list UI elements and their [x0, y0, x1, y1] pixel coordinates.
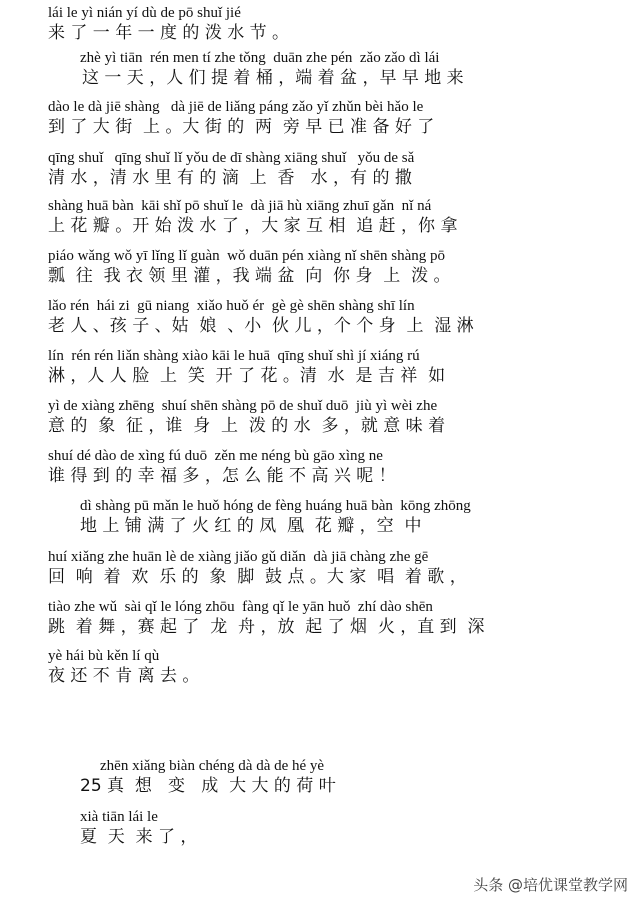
pinyin-line: tiào zhe wǔ sài qǐ le lóng zhōu fàng qǐ le yān huǒ zhí dào shēn [48, 599, 433, 615]
text-line [0, 148, 640, 196]
pinyin-line: shuí dé dào de xìng fú duō zěn me néng bù gāo xìng ne [48, 448, 383, 464]
text-line [0, 3, 640, 51]
hanzi-line: 清 水 ，清 水 里 有 的 滴 上 香 水 ，有 的 撒 [48, 168, 412, 188]
hanzi-line: 夜 还 不 肯 离 去 。 [48, 666, 200, 686]
pinyin-line: yè hái bù kěn lí qù [48, 648, 160, 664]
text-line [0, 97, 640, 145]
text-line [0, 646, 640, 694]
watermark: 头条 @培优课堂教学网 [473, 876, 628, 894]
text-line [0, 446, 640, 494]
text-line [0, 496, 640, 544]
hanzi-line: 老 人 、孩 子 、姑 娘 、小 伙 儿 ，个 个 身 上 湿 淋 [48, 316, 474, 336]
hanzi-line: 谁 得 到 的 幸 福 多 ，怎 么 能 不 高 兴 呢 ！ [48, 466, 396, 486]
text-line [0, 196, 640, 244]
hanzi-line: 上 花 瓣 。开 始 泼 水 了 ，大 家 互 相 追 赶 ，你 拿 [48, 216, 458, 236]
text-line [0, 597, 640, 645]
hanzi-line: 夏 天 来 了 ， [80, 827, 198, 847]
hanzi-line: 跳 着 舞 ，赛 起 了 龙 舟 ，放 起 了 烟 火 ，直 到 深 [48, 617, 485, 637]
pinyin-line: yì de xiàng zhēng shuí shēn shàng pō de shuǐ duō jiù yì wèi zhe [48, 398, 438, 414]
pinyin-line: shàng huā bàn kāi shǐ pō shuǐ le dà jiā hù xiāng zhuī gǎn nǐ ná [48, 198, 432, 214]
text-line [0, 346, 640, 394]
pinyin-line: lín rén rén liǎn shàng xiào kāi le huā qīng shuǐ shì jí xiáng rú [48, 348, 420, 364]
hanzi-line: 淋 ，人 人 脸 上 笑 开 了 花 。清 水 是 吉 祥 如 [48, 366, 446, 386]
hanzi-line: 回 响 着 欢 乐 的 象 脚 鼓 点 。大 家 唱 着 歌 ， [48, 567, 467, 587]
pinyin-line: xià tiān lái le [80, 809, 158, 825]
hanzi-line: 意 的 象 征 ，谁 身 上 泼 的 水 多 ，就 意 味 着 [48, 416, 446, 436]
hanzi-line: 来 了 一 年 一 度 的 泼 水 节 。 [48, 23, 290, 43]
pinyin-line: zhè yì tiān rén men tí zhe tǒng duān zhe pén zǎo zǎo dì lái [80, 50, 440, 66]
text-line [0, 396, 640, 444]
hanzi-line: 25 真 想 变 成 大 大 的 荷 叶 [80, 776, 336, 796]
text-line [0, 296, 640, 344]
hanzi-line: 地 上 铺 满 了 火 红 的 凤 凰 花 瓣 ，空 中 [80, 516, 422, 536]
hanzi-line: 到 了 大 街 上 。大 街 的 两 旁 早 已 准 备 好 了 [48, 117, 435, 137]
text-line [0, 756, 640, 804]
pinyin-line: dào le dà jiē shàng dà jiē de liǎng páng zǎo yǐ zhǔn bèi hǎo le [48, 99, 424, 115]
text-line [0, 48, 640, 96]
text-line [0, 807, 640, 855]
text-line [0, 547, 640, 595]
pinyin-line: lǎo rén hái zi gū niang xiǎo huǒ ér gè gè shēn shàng shī lín [48, 298, 415, 314]
hanzi-line: 瓢 往 我 衣 领 里 灌 ，我 端 盆 向 你 身 上 泼 。 [48, 266, 451, 286]
hanzi-line: 这 一 天 ，人 们 提 着 桶 ，端 着 盆 ，早 早 地 来 [82, 68, 464, 88]
text-line [0, 246, 640, 294]
pinyin-line: huí xiǎng zhe huān lè de xiàng jiǎo gǔ diǎn dà jiā chàng zhe gē [48, 549, 429, 565]
pinyin-line: piáo wǎng wǒ yī lǐng lǐ guàn wǒ duān pén xiàng nǐ shēn shàng pō [48, 248, 446, 264]
pinyin-line: qīng shuǐ qīng shuǐ lǐ yǒu de dī shàng xiāng shuǐ yǒu de sǎ [48, 150, 415, 166]
pinyin-line: zhēn xiǎng biàn chéng dà dà de hé yè [100, 758, 325, 774]
pinyin-line: dì shàng pū mǎn le huǒ hóng de fèng huáng huā bàn kōng zhōng [80, 498, 471, 514]
pinyin-line: lái le yì nián yí dù de pō shuǐ jié [48, 5, 241, 21]
